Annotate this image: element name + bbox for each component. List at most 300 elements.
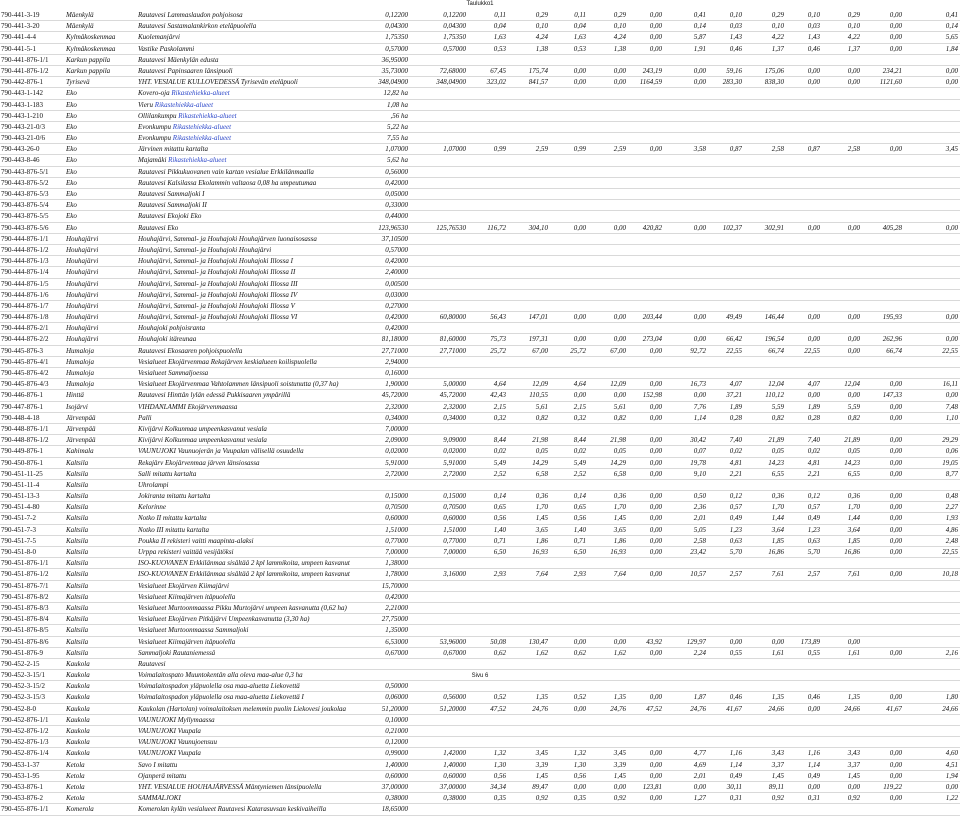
cell-value: 0,56000: [385, 167, 408, 176]
cell-value: 5,61: [535, 402, 548, 411]
cell-value: 9,10: [693, 469, 706, 478]
cell-value: 5,87: [693, 33, 706, 42]
cell-description: [138, 727, 350, 736]
cell-value: 0,46: [729, 693, 742, 702]
table-row: [0, 390, 960, 401]
cell-value: 1,14: [729, 760, 742, 769]
cell-village: Karkun pappila: [66, 55, 111, 64]
cell-value: 175,06: [764, 66, 784, 75]
cell-value: 4,24: [613, 33, 626, 42]
cell-description: [138, 570, 350, 579]
cell-value: 0,03: [729, 22, 742, 31]
cell-value: 0,38000: [443, 794, 466, 803]
cell-value: 0,46: [729, 44, 742, 53]
cell-description: [138, 302, 350, 311]
cell-value: 0,00: [649, 693, 662, 702]
cell-value: 3,65: [535, 525, 548, 534]
cell-value: 92,72: [690, 346, 706, 355]
cell-value: 0,00: [889, 44, 902, 53]
cell-value: 66,74: [886, 346, 902, 355]
cell-village: Houhajärvi: [66, 324, 99, 333]
cell-description: [138, 101, 350, 110]
cell-value: 47,52: [490, 704, 506, 713]
cell-village: Houhajärvi: [66, 290, 99, 299]
cell-value: 0,00: [889, 22, 902, 31]
description-text: Rautavesi Ekojoki Eko: [138, 212, 202, 221]
cell-value: 1,78000: [385, 570, 408, 579]
cell-value: 16,73: [690, 380, 706, 389]
cell-description: [138, 212, 350, 221]
cell-value: 24,76: [532, 704, 548, 713]
cell-value: 0,36: [847, 492, 860, 501]
cell-description: [138, 447, 350, 456]
cell-value: 1,16: [729, 749, 742, 758]
cell-description: [138, 638, 350, 647]
description-text: VAUNUJOKI Vaunujoensuu: [138, 738, 217, 747]
area-type-note: Rikastehiekka-alueet: [154, 100, 214, 109]
cell-value: 51,20000: [381, 704, 408, 713]
cell-parcel-id: 790-443-1-183: [1, 100, 43, 109]
cell-description: [138, 470, 350, 479]
table-row: [0, 771, 960, 782]
cell-description: [138, 559, 350, 568]
cell-value: 0,05: [613, 447, 626, 456]
cell-value: 4,81: [807, 458, 820, 467]
cell-village: Eko: [66, 156, 77, 165]
cell-value: 0,00: [945, 335, 958, 344]
cell-value: 0,00: [889, 794, 902, 803]
cell-parcel-id: 790-452-8-0: [1, 704, 36, 713]
cell-value: 3,39: [535, 760, 548, 769]
description-text: Houhajoki itäreunaa: [138, 335, 197, 344]
cell-value: 838,30: [764, 78, 784, 87]
cell-value: 51,20000: [439, 704, 466, 713]
cell-description: [138, 481, 350, 490]
cell-value: 7,55 ha: [387, 134, 408, 143]
cell-value: 1,44: [847, 514, 860, 523]
cell-value: 0,00: [807, 391, 820, 400]
cell-value: 0,34000: [443, 413, 466, 422]
cell-value: 0,02: [807, 447, 820, 456]
cell-description: [138, 235, 350, 244]
cell-value: 4,64: [493, 380, 506, 389]
cell-value: 10,57: [690, 570, 706, 579]
cell-value: 0,00: [847, 782, 860, 791]
cell-value: 0,00: [889, 380, 902, 389]
cell-value: 1164,59: [639, 78, 662, 87]
cell-value: 1,93: [945, 514, 958, 523]
cell-value: 1,45: [535, 771, 548, 780]
cell-value: 0,10: [729, 11, 742, 19]
cell-value: 3,39: [613, 760, 626, 769]
description-text: Rautavesi: [138, 659, 166, 668]
cell-parcel-id: 790-441-876-1/1: [1, 55, 49, 64]
cell-value: 0,63: [729, 536, 742, 545]
cell-value: 0,00: [693, 335, 706, 344]
cell-value: 7,00000: [385, 548, 408, 556]
table-row: [0, 569, 960, 580]
cell-value: 7,00000: [443, 548, 466, 556]
cell-value: 89,47: [532, 782, 548, 791]
cell-value: 0,00: [889, 458, 902, 467]
cell-value: 1,45: [771, 771, 784, 780]
cell-village: Kaltsila: [66, 514, 89, 523]
table-row: [0, 44, 960, 55]
cell-description: [138, 716, 350, 725]
cell-value: 0,82: [613, 413, 626, 422]
cell-value: 0,29: [535, 11, 548, 19]
cell-value: 0,41: [945, 11, 958, 19]
cell-value: 6,55: [771, 469, 784, 478]
cell-value: 4,07: [807, 380, 820, 389]
cell-value: 1,43: [807, 33, 820, 42]
description-text: Kivijärvi Kolkunmaa umpeenkasvanut vesiala: [138, 436, 267, 445]
table-row: [0, 111, 960, 122]
cell-value: 0,49: [729, 771, 742, 780]
cell-value: 3,45: [613, 749, 626, 758]
description-text: Palli: [138, 413, 152, 422]
cell-village: Eko: [66, 167, 77, 176]
cell-village: Kaukola: [66, 727, 90, 735]
cell-value: 3,58: [693, 145, 706, 154]
cell-parcel-id: 790-445-876-4/2: [1, 369, 49, 377]
cell-value: 27,75000: [381, 615, 408, 624]
cell-value: 37,00000: [381, 782, 408, 791]
cell-value: 0,02: [573, 447, 586, 456]
cell-village: Kahimala: [66, 447, 94, 456]
description-text: Rautavesi Sammaljoki I: [138, 190, 205, 198]
cell-value: 1,42000: [443, 749, 466, 758]
cell-value: 37,00000: [439, 782, 466, 791]
cell-value: 2,58: [847, 145, 860, 154]
cell-value: 60,80000: [439, 313, 466, 322]
cell-value: 2,59: [613, 145, 626, 154]
cell-value: 0,00: [889, 436, 902, 445]
cell-value: 0,99: [493, 145, 506, 154]
cell-value: 0,00: [847, 637, 860, 646]
cell-value: 27,71000: [439, 346, 466, 355]
cell-value: 110,12: [765, 391, 784, 400]
cell-value: 302,91: [764, 223, 784, 232]
cell-value: 2,58: [771, 145, 784, 154]
cell-value: 22,55: [726, 346, 742, 355]
cell-parcel-id: 790-453-1-37: [1, 760, 40, 769]
table-row: [0, 782, 960, 793]
cell-value: 0,56000: [443, 693, 466, 702]
cell-village: Kaltsila: [66, 548, 89, 556]
cell-value: 0,32: [493, 413, 506, 422]
cell-value: 0,62: [493, 648, 506, 657]
description-text: Sammaljoki Rautaniemessä: [138, 648, 216, 657]
cell-value: 5,70: [729, 548, 742, 556]
cell-value: 7,00000: [385, 424, 408, 433]
cell-value: 1121,60: [879, 78, 902, 87]
cell-value: 1,10: [945, 413, 958, 422]
cell-value: 0,62: [573, 648, 586, 657]
cell-value: 30,11: [726, 782, 742, 791]
cell-parcel-id: 790-443-21-0/3: [1, 122, 45, 131]
cell-description: [138, 503, 350, 512]
cell-description: [138, 347, 350, 356]
cell-value: 129,97: [686, 637, 706, 646]
table-row: [0, 637, 960, 648]
cell-value: 1,61: [771, 648, 784, 657]
cell-value: 0,00: [945, 391, 958, 400]
cell-value: 0,00: [693, 78, 706, 87]
cell-value: 5,65: [945, 33, 958, 42]
description-text: Vesialueet Murtoonmaassa Sammaljoki: [138, 626, 249, 635]
cell-value: 110,55: [529, 391, 548, 400]
cell-parcel-id: 790-448-876-1/1: [1, 424, 49, 433]
cell-value: 1,75350: [385, 33, 408, 42]
cell-value: 348,04900: [436, 78, 466, 87]
cell-value: 1,37: [771, 44, 784, 53]
cell-value: 0,00: [649, 447, 662, 456]
cell-parcel-id: 790-451-876-7/1: [1, 581, 49, 590]
cell-value: 56,43: [490, 313, 506, 322]
cell-value: 2,57: [729, 570, 742, 579]
area-type-note: Rikastehiekka-alueet: [168, 156, 227, 165]
cell-value: 1,61: [847, 648, 860, 657]
cell-value: 0,00: [573, 313, 586, 322]
cell-value: 1,86: [535, 536, 548, 545]
cell-description: [138, 593, 350, 602]
cell-value: 12,82 ha: [383, 89, 408, 98]
cell-value: 0,00: [945, 782, 958, 791]
table-row: [0, 424, 960, 435]
cell-parcel-id: 790-443-26-0: [1, 145, 40, 154]
cell-value: 0,02000: [385, 447, 408, 456]
cell-value: 1,84: [945, 44, 958, 53]
cell-value: 7,48: [945, 402, 958, 411]
cell-description: [138, 89, 350, 98]
description-text: Vesialueet Ekojärven Pitkäjärvi Umpeenkasvanutta (3,30 ha): [138, 615, 310, 624]
cell-value: 0,00: [889, 503, 902, 512]
cell-description: [138, 537, 350, 546]
cell-parcel-id: 790-441-4-4: [1, 33, 36, 42]
table-row: [0, 279, 960, 290]
cell-value: 262,96: [882, 335, 902, 344]
table-row: [0, 323, 960, 334]
cell-value: 0,60000: [385, 514, 408, 523]
cell-value: 3,45: [535, 749, 548, 758]
cell-parcel-id: 790-443-8-46: [1, 156, 40, 165]
cell-parcel-id: 790-451-11-25: [1, 469, 43, 478]
cell-parcel-id: 790-451-876-8/4: [1, 615, 49, 624]
area-type-note: Rikastehiekka-alueet: [172, 122, 232, 131]
description-text: Kuolemanjärvi: [138, 33, 180, 42]
cell-value: 12,04: [768, 380, 784, 389]
cell-value: 0,00: [807, 335, 820, 344]
cell-description: [138, 459, 350, 468]
cell-value: 1,90000: [385, 380, 408, 389]
cell-parcel-id: 790-451-4-80: [1, 503, 40, 512]
cell-value: 5,49: [493, 458, 506, 467]
cell-value: 0,00: [693, 313, 706, 322]
cell-description: [138, 391, 350, 400]
cell-value: 0,00: [847, 346, 860, 355]
cell-description: [138, 134, 350, 143]
cell-value: 67,00: [532, 346, 548, 355]
cell-value: 72,68000: [439, 66, 466, 75]
cell-value: 0,00: [649, 11, 662, 19]
cell-value: 0,06: [945, 447, 958, 456]
cell-description: [138, 761, 350, 770]
cell-value: 1,30: [573, 760, 586, 769]
cell-value: 0,53: [573, 44, 586, 53]
table-row: [0, 502, 960, 513]
cell-parcel-id: 790-451-876-9: [1, 648, 43, 657]
cell-value: 0,92: [771, 794, 784, 803]
cell-value: 15,70000: [381, 581, 408, 590]
table-row: [0, 558, 960, 569]
cell-village: Houhajärvi: [66, 279, 99, 288]
cell-village: Kaltsila: [66, 626, 89, 635]
cell-parcel-id: 790-443-876-5/6: [1, 223, 49, 232]
cell-description: [138, 626, 350, 635]
cell-value: 0,33000: [385, 201, 408, 210]
cell-value: 0,52: [493, 693, 506, 702]
cell-parcel-id: 790-443-876-5/5: [1, 212, 49, 221]
cell-description: [138, 358, 350, 367]
cell-value: 0,00: [693, 391, 706, 400]
cell-value: 12,09: [532, 380, 548, 389]
table-row: [0, 155, 960, 166]
cell-value: 5,91000: [443, 458, 466, 467]
cell-value: 0,42000: [385, 313, 408, 322]
cell-value: 2,24: [693, 648, 706, 657]
description-text: Evonkumpu: [138, 122, 172, 131]
cell-value: 0,00: [729, 637, 742, 646]
cell-parcel-id: 790-441-5-1: [1, 44, 36, 53]
cell-value: 3,64: [771, 525, 784, 534]
table-row: [0, 32, 960, 43]
cell-village: Humaloja: [66, 346, 94, 355]
cell-value: 4,81: [729, 458, 742, 467]
cell-description: [138, 156, 350, 165]
cell-value: 1,70: [847, 503, 860, 512]
cell-value: 0,00: [889, 492, 902, 501]
cell-value: 2,93: [493, 570, 506, 579]
cell-value: 21,98: [532, 436, 548, 445]
cell-value: 0,00: [649, 503, 662, 512]
cell-village: Eko: [66, 145, 77, 154]
cell-parcel-id: 790-443-876-5/1: [1, 167, 49, 176]
cell-parcel-id: 790-451-876-8/2: [1, 592, 49, 601]
cell-value: 8,77: [945, 469, 958, 478]
cell-value: 0,00: [649, 33, 662, 42]
cell-village: Kaltsila: [66, 592, 89, 601]
cell-value: 0,82: [771, 413, 784, 422]
cell-value: 5,59: [847, 402, 860, 411]
cell-value: 49,49: [726, 313, 742, 322]
cell-value: 0,92: [535, 794, 548, 803]
cell-value: 0,00: [693, 66, 706, 75]
cell-value: 1,35: [535, 693, 548, 702]
cell-description: [138, 11, 350, 20]
description-text: Ollilankumpu: [138, 111, 177, 120]
cell-value: 1,62: [613, 648, 626, 657]
cell-value: 2,32000: [385, 402, 408, 411]
cell-parcel-id: 790-441-3-20: [1, 22, 40, 31]
cell-value: 0,42000: [385, 178, 408, 187]
cell-parcel-id: 790-451-13-3: [1, 492, 40, 501]
cell-value: 5,70: [807, 548, 820, 556]
cell-value: 1,70: [535, 503, 548, 512]
cell-value: 22,55: [942, 346, 958, 355]
cell-value: 8,44: [493, 436, 506, 445]
description-text: Vesialueet Ekojärven Kiimajärvi: [138, 581, 229, 590]
description-text: Uhrolampi: [138, 480, 169, 489]
cell-parcel-id: 790-452-3-15/3: [1, 693, 45, 702]
cell-village: Kaltsila: [66, 480, 89, 489]
description-text: Rautavesi Papinsaaren länsipuoli: [138, 66, 233, 75]
cell-description: [138, 22, 350, 31]
table-row: [0, 581, 960, 592]
cell-village: Isojärvi: [66, 402, 88, 411]
cell-value: 21,89: [844, 436, 860, 445]
table-row: [0, 256, 960, 267]
cell-value: 12,04: [844, 380, 860, 389]
cell-parcel-id: 790-445-876-4/1: [1, 357, 49, 366]
cell-value: 0,28: [729, 413, 742, 422]
description-text: VAUNUJOKI Vaunuojerän ja Vuupalan välisellä osuudella: [138, 447, 304, 456]
description-text: Rautavesi Pikkukuovanen vain kartan vesialue Erkkilänmaalla: [138, 167, 314, 176]
cell-parcel-id: 790-453-876-2: [1, 794, 43, 803]
description-text: Kivijärvi Kolkunmaa umpeenkasvanut vesiala: [138, 424, 267, 433]
cell-village: Eko: [66, 111, 77, 120]
cell-village: Eko: [66, 201, 77, 210]
cell-description: [138, 738, 350, 747]
cell-value: 405,28: [882, 223, 902, 232]
description-text: VAUNUJOKI Vuupala: [138, 749, 201, 758]
table-row: [0, 737, 960, 748]
description-text: Vesialueet Sammaljoessa: [138, 369, 209, 377]
cell-value: 2,27: [945, 503, 958, 512]
cell-value: 0,00: [613, 637, 626, 646]
cell-value: 0,15000: [385, 492, 408, 501]
table-row: [0, 804, 960, 815]
description-text: Houhajärvi, Sammal- ja Houhajoki Houhajoki Illossa I: [138, 257, 293, 266]
cell-value: 4,22: [847, 33, 860, 42]
cell-value: 0,00: [807, 66, 820, 75]
cell-parcel-id: 790-452-876-1/3: [1, 738, 49, 747]
cell-parcel-id: 790-443-876-5/2: [1, 178, 49, 187]
cell-value: 5,49: [573, 458, 586, 467]
cell-village: Mäenkylä: [66, 11, 94, 19]
cell-value: 0,92: [613, 794, 626, 803]
table-row: [0, 234, 960, 245]
description-text: Vesialueet Ekojärvenmaa Rekajärven keskialueen koilispuolella: [138, 357, 317, 366]
cell-value: 34,34: [490, 782, 506, 791]
description-text: YHT. VESIALUE KULLOVEDESSÄ Tyrisevän eteläpuoli: [138, 78, 298, 87]
description-text: Voimalaitospadon yläpuolella osa maa-aluetta Liekovettä I: [138, 693, 304, 702]
cell-value: 0,00500: [385, 279, 408, 288]
cell-value: 4,22: [771, 33, 784, 42]
cell-value: 3,43: [771, 749, 784, 758]
cell-village: Kaltsila: [66, 492, 89, 501]
table-row: [0, 368, 960, 379]
cell-value: 36,95000: [381, 55, 408, 64]
cell-value: 37,10500: [381, 234, 408, 243]
cell-value: 0,00: [649, 760, 662, 769]
cell-value: 5,91000: [385, 458, 408, 467]
cell-parcel-id: 790-443-1-210: [1, 111, 43, 120]
cell-village: Kaukola: [66, 749, 90, 758]
cell-value: 1,38: [613, 44, 626, 53]
cell-description: [138, 201, 350, 210]
table-row: [0, 66, 960, 77]
